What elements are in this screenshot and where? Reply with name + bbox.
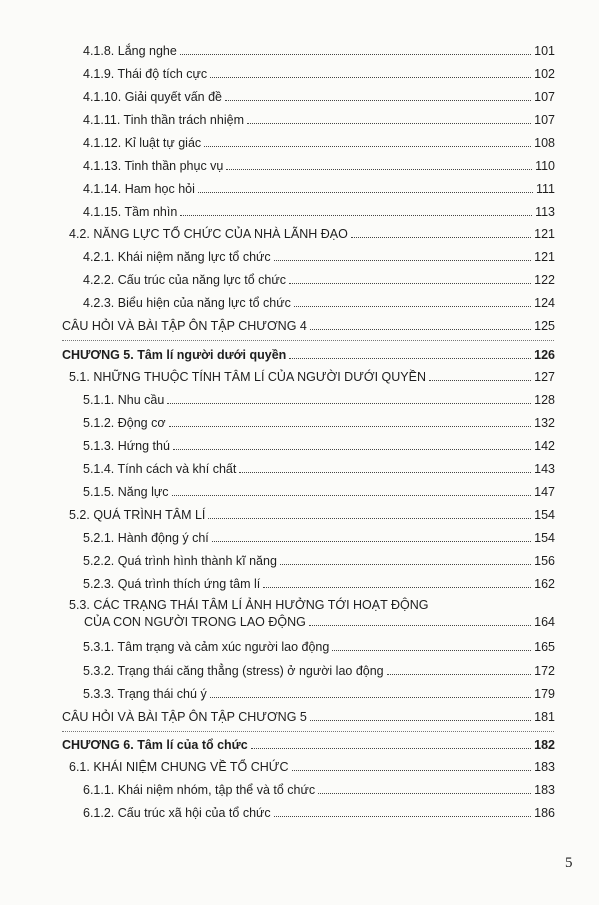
toc-entry-title: 4.1.15. Tầm nhìn — [83, 205, 178, 219]
toc-entry-title: 4.1.14. Ham học hỏi — [83, 182, 195, 196]
toc-entry-page: 154 — [534, 508, 555, 522]
toc-entry-title: 5.2.3. Quá trình thích ứng tâm lí — [83, 577, 261, 591]
toc-entry-page: 142 — [534, 439, 555, 453]
toc-entry-page: 102 — [534, 67, 555, 81]
dot-leader — [169, 426, 532, 427]
toc-entry-page: 107 — [534, 113, 555, 127]
toc-entry-title: 4.1.9. Thái độ tích cực — [83, 67, 208, 81]
toc-entry — [83, 806, 555, 821]
toc-section-entry — [69, 598, 555, 628]
toc-entry-page: 147 — [534, 485, 555, 499]
toc-entry — [83, 44, 555, 59]
toc-entry-page: 179 — [534, 687, 555, 701]
toc-entry — [83, 113, 555, 128]
dot-leader — [247, 123, 531, 124]
toc-entry-page: 122 — [534, 273, 555, 287]
dot-leader — [180, 215, 532, 216]
toc-entry-page: 156 — [534, 554, 555, 568]
toc-entry-page: 121 — [534, 227, 555, 241]
toc-entry — [83, 159, 555, 174]
toc-entry-title: 5.2.2. Quá trình hình thành kĩ năng — [83, 554, 277, 568]
dot-leader — [274, 816, 532, 817]
dot-leader — [210, 697, 531, 698]
toc-entry-page: 110 — [535, 159, 555, 173]
toc-entry — [83, 273, 555, 288]
toc-entry — [83, 90, 555, 105]
toc-entry — [83, 462, 555, 477]
toc-entry-title: 4.1.12. Kỉ luật tự giác — [83, 136, 202, 150]
toc-entry-page: 154 — [534, 531, 555, 545]
dot-leader — [173, 449, 531, 450]
dot-leader — [387, 674, 532, 675]
toc-entry — [83, 554, 555, 569]
toc-entry-title: 5.1.2. Động cơ — [83, 416, 166, 430]
dot-leader — [212, 541, 531, 542]
toc-entry-title: 5.2. QUÁ TRÌNH TÂM LÍ — [69, 508, 206, 522]
toc-entry — [83, 296, 555, 311]
toc-entry-title: 4.1.10. Giải quyết vấn đề — [83, 90, 222, 104]
toc-entry-page: 183 — [534, 783, 555, 797]
page-number: 5 — [565, 855, 573, 871]
toc-entry — [83, 783, 555, 798]
toc-entry — [83, 485, 555, 500]
toc-section-entry — [69, 760, 555, 775]
toc-entry-title: 4.1.11. Tinh thần trách nhiệm — [83, 113, 244, 127]
toc-entry-title: 4.2. NĂNG LỰC TỔ CHỨC CỦA NHÀ LÃNH ĐẠO — [69, 227, 348, 241]
dot-leader — [292, 770, 532, 771]
toc-entry-title: 4.1.13. Tinh thần phục vụ — [83, 159, 224, 173]
toc-entry-title: 5.1.1. Nhu cầu — [83, 393, 165, 407]
dot-leader — [280, 564, 531, 565]
dot-leader — [198, 192, 533, 193]
toc-entry-title: 5.3.1. Tâm trạng và cảm xúc người lao động — [83, 640, 330, 654]
toc-entry-title: 4.2.2. Cấu trúc của năng lực tổ chức — [83, 273, 286, 287]
toc-entry-title: 5.1.4. Tính cách và khí chất — [83, 462, 237, 476]
dot-leader — [289, 283, 531, 284]
dot-leader — [310, 720, 531, 721]
toc-entry-title: 6.1.1. Khái niệm nhóm, tập thể và tổ chức — [83, 783, 316, 797]
toc-entry-title: 5.3.2. Trạng thái căng thẳng (stress) ở người lao động — [83, 664, 384, 678]
toc-entry-page: 126 — [534, 348, 555, 362]
dot-leader — [180, 54, 531, 55]
toc-entry-page: 143 — [534, 462, 555, 476]
toc-review-entry — [62, 710, 555, 725]
toc-chapter-entry — [62, 348, 555, 363]
toc-entry-page: 181 — [534, 710, 555, 724]
toc-entry-page: 162 — [534, 577, 555, 591]
toc-entry — [83, 531, 555, 546]
toc-entry — [83, 577, 555, 592]
toc-entry — [83, 205, 555, 220]
toc-entry-page: 107 — [534, 90, 555, 104]
toc-entry-title: CÂU HỎI VÀ BÀI TẬP ÔN TẬP CHƯƠNG 5 — [62, 710, 307, 724]
toc-entry-page: 108 — [534, 136, 555, 150]
toc-entry-title: CÂU HỎI VÀ BÀI TẬP ÔN TẬP CHƯƠNG 4 — [62, 319, 307, 333]
toc-section-entry — [69, 370, 555, 385]
dot-leader — [251, 748, 531, 749]
toc-chapter-entry — [62, 738, 555, 753]
toc-entry-title: 6.1.2. Cấu trúc xã hội của tổ chức — [83, 806, 271, 820]
dot-leader — [274, 260, 531, 261]
toc-entry-title: CHƯƠNG 5. Tâm lí người dưới quyền — [62, 348, 287, 362]
dot-leader — [172, 495, 532, 496]
toc-entry — [83, 439, 555, 454]
toc-entry — [83, 250, 555, 265]
toc-entry — [83, 640, 555, 655]
toc-entry-title: CHƯƠNG 6. Tâm lí của tổ chức — [62, 738, 248, 752]
toc-review-entry — [62, 319, 555, 334]
toc-entry-page: 164 — [534, 615, 555, 629]
dot-leader — [263, 587, 531, 588]
dot-leader — [226, 169, 532, 170]
dot-leader — [204, 146, 531, 147]
toc-entry-page: 165 — [534, 640, 555, 654]
dot-leader — [208, 518, 531, 519]
toc-entry-title: 5.2.1. Hành động ý chí — [83, 531, 209, 545]
dot-leader — [318, 793, 531, 794]
toc-entry-page: 124 — [534, 296, 555, 310]
dot-leader — [429, 380, 531, 381]
dot-leader — [309, 625, 531, 626]
toc-entry-page: 101 — [534, 44, 555, 58]
toc-entry-line2 — [84, 615, 555, 630]
toc-entry-title: 5.3.3. Trạng thái chú ý — [83, 687, 207, 701]
dot-leader — [294, 306, 531, 307]
section-divider — [62, 731, 554, 732]
toc-entry — [83, 664, 555, 679]
dot-leader — [289, 358, 531, 359]
toc-entry — [83, 393, 555, 408]
toc-entry-page: 183 — [534, 760, 555, 774]
toc-section-entry — [69, 508, 555, 523]
toc-entry — [83, 182, 555, 197]
toc-entry-title: 5.1.3. Hứng thú — [83, 439, 170, 453]
dot-leader — [167, 403, 531, 404]
toc-entry-page: 125 — [534, 319, 555, 333]
toc-entry-title: 4.2.3. Biểu hiện của năng lực tổ chức — [83, 296, 291, 310]
section-divider — [62, 340, 554, 341]
dot-leader — [310, 329, 531, 330]
toc-entry-title-line1: 5.3. CÁC TRẠNG THÁI TÂM LÍ ẢNH HƯỞNG TỚI HOẠT ĐỘNG — [69, 598, 429, 612]
toc-entry-page: 182 — [534, 738, 555, 752]
toc-entry-page: 111 — [535, 182, 555, 196]
toc-entry-page: 186 — [534, 806, 555, 820]
toc-entry-page: 128 — [534, 393, 555, 407]
toc-entry-page: 172 — [534, 664, 555, 678]
toc-entry-page: 132 — [534, 416, 555, 430]
toc-entry-title: 4.1.8. Lắng nghe — [83, 44, 177, 58]
toc-entry-page: 121 — [534, 250, 555, 264]
toc-entry — [83, 687, 555, 702]
toc-entry-title-line2: CỦA CON NGƯỜI TRONG LAO ĐỘNG — [84, 615, 306, 629]
toc-entry-page: 113 — [535, 205, 555, 219]
toc-entry — [83, 416, 555, 431]
dot-leader — [351, 237, 531, 238]
dot-leader — [225, 100, 531, 101]
toc-entry — [83, 67, 555, 82]
toc-entry-title: 6.1. KHÁI NIỆM CHUNG VỀ TỔ CHỨC — [69, 760, 289, 774]
toc-entry — [83, 136, 555, 151]
toc-entry-title: 5.1. NHỮNG THUỘC TÍNH TÂM LÍ CỦA NGƯỜI DƯỚI QUYỀN — [69, 370, 426, 384]
toc-entry-title: 5.1.5. Năng lực — [83, 485, 169, 499]
dot-leader — [239, 472, 531, 473]
dot-leader — [210, 77, 531, 78]
dot-leader — [332, 650, 531, 651]
toc-entry-page: 127 — [534, 370, 555, 384]
toc-section-entry — [69, 227, 555, 242]
toc-entry-title: 4.2.1. Khái niệm năng lực tổ chức — [83, 250, 271, 264]
